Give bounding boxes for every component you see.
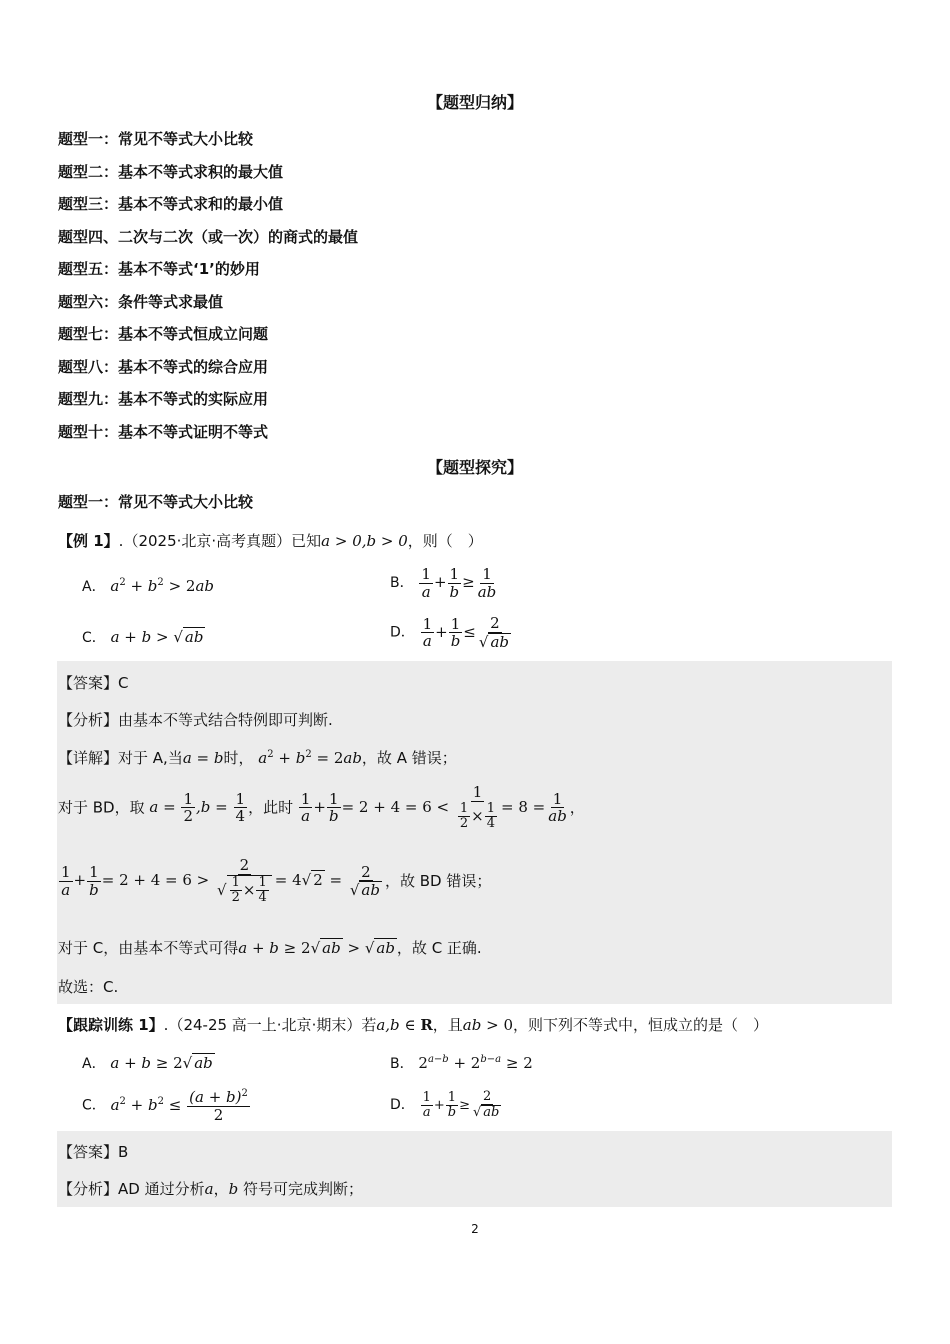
training-answer-line: 【答案】B: [58, 1143, 129, 1161]
option-c: C． a + b > √ ab: [82, 628, 204, 646]
option-b: B． $\frac{1}{a}$ + $\frac{1}{b}$ ≥ $\frac{1}{ab}$: [390, 565, 497, 601]
type-item: 题型八：基本不等式的综合应用: [58, 358, 269, 376]
training-option-b: B． $2^{a-b} + 2^{b-a} \ge 2$: [390, 1054, 533, 1072]
type-item: 题型九：基本不等式的实际应用: [58, 390, 269, 408]
type-item: 题型一：常见不等式大小比较: [58, 130, 254, 148]
option-d: D． $\frac{1}{a}$ + $\frac{1}{b}$ ≤ $\frac{2}{√ ab}$: [390, 614, 509, 651]
type-item: 题型二：基本不等式求积的最大值: [58, 163, 284, 181]
detail-line-4: 对于 C，由基本不等式可得a + b ≥ 2√ ab > √ ab ，故 C 正确.: [58, 939, 482, 957]
type-item: 题型七：基本不等式恒成立问题: [58, 325, 269, 343]
training-option-c: C． $a^2 + b^2$ ≤ $\frac{(a + b)^2}{2}$: [82, 1088, 248, 1124]
example-question: [58, 530, 483, 551]
type-item: 题型四、二次与二次（或一次）的商式的最值: [58, 228, 359, 246]
example-tag: 【例 1】: [58, 532, 119, 550]
type-item: 题型五：基本不等式‘1’的妙用: [58, 260, 260, 278]
training-option-a: A． a + b ≥ 2√ ab: [82, 1054, 213, 1072]
training-question: 【跟踪训练 1】.（24-25 高一上·北京·期末）若a,b ∈ R，且ab > 0，则下列不等式中，恒成立的是（ ）: [58, 1016, 769, 1034]
conclusion-line: 故选：C.: [58, 978, 119, 996]
section-title: 题型一：常见不等式大小比较: [58, 493, 254, 511]
example-source: .（2025·北京·高考真题）已知: [118, 532, 322, 550]
answer-value: C: [118, 674, 129, 692]
training-option-d: D． $\frac{1}{a}$ + $\frac{1}{b}$ ≥ $\frac{2}{√ ab}$: [390, 1089, 500, 1121]
example-tail: ，则（ ）: [407, 532, 483, 550]
training-tag: 【跟踪训练 1】: [58, 1016, 164, 1034]
detail-line-1: 【详解】对于 A,当a = b时， $a^2 + b^2 = 2ab$，故 A 错误；: [58, 749, 457, 767]
training-answer-value: B: [118, 1143, 129, 1161]
analysis-line: 【分析】由基本不等式结合特例即可判断.: [58, 711, 333, 729]
example-condition: a > 0,b > 0: [321, 532, 408, 550]
type-item: 题型三：基本不等式求和的最小值: [58, 195, 284, 213]
detail-line-3: $\frac{1}{a}$ + $\frac{1}{b}$ = 2 + 4 = 6 > 2 √ $\frac{1}{2}$ × $\frac{1}{4}$ = 4√ 2 = $\frac{2}{√ ab}$ ，故 BD 错误；: [61, 856, 492, 905]
explore-heading: 【题型探究】: [426, 458, 523, 477]
answer-line: 【答案】C: [58, 674, 129, 692]
detail-line-2: 对于 BD，取 a = $\frac{1}{2}$ ,b = $\frac{1}{4}$ ，此时 $\frac{1}{a}$ + $\frac{1}{b}$ = 2 + 4 = 6 < 1 $\frac{1}{2}$ × $\frac{1}{4}$ = 8 = $\frac{1}{ab}$ ，: [58, 783, 585, 831]
training-analysis-line: 【分析】AD 通过分析a，b 符号可完成判断；: [58, 1180, 363, 1198]
induction-heading: 【题型归纳】: [426, 93, 523, 112]
type-item: 题型十：基本不等式证明不等式: [58, 423, 269, 441]
page-number: 2: [471, 1222, 479, 1236]
option-a: A． $a^2 + b^2 > 2ab$: [82, 577, 214, 595]
type-item: 题型六：条件等式求最值: [58, 293, 224, 311]
